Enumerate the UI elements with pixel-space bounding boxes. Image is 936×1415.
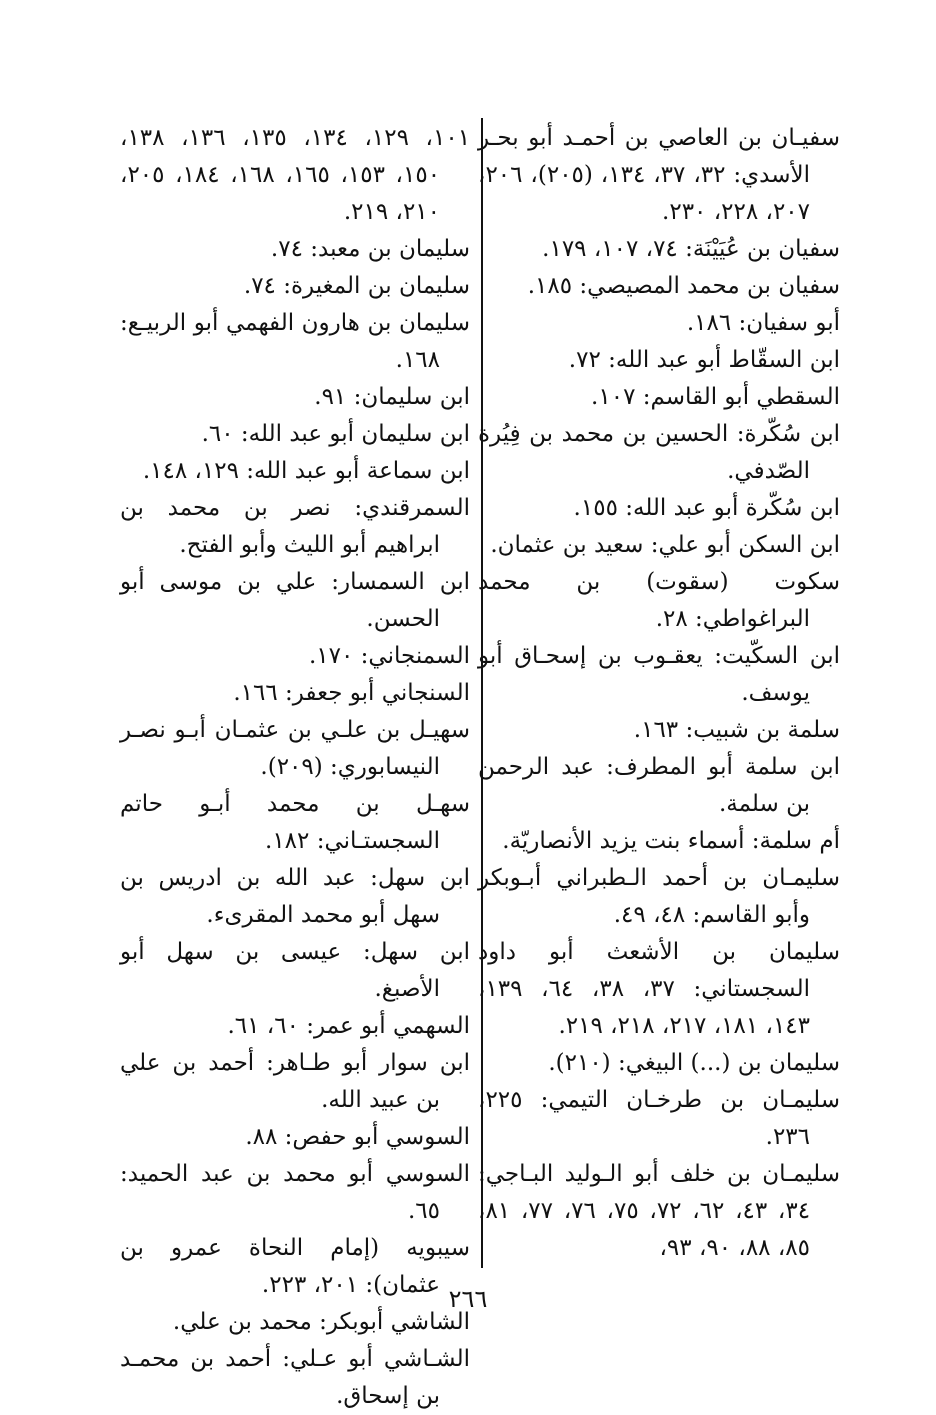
index-entry: سفيان بن محمد المصيصي: ١٨٥. bbox=[527, 273, 840, 299]
index-entry: سهـل بن محمد أبـو حاتم السجستـاني: ١٨٢. bbox=[120, 791, 470, 854]
index-entry: ابن السقّاط أبو عبد الله: ٧٢. bbox=[568, 347, 840, 373]
index-entry: سكوت (سقوت) بن محمد البراغواطي: ٢٨. bbox=[478, 569, 840, 632]
index-entry: ابن السكن أبو علي: سعيد بن عثمان. bbox=[490, 532, 840, 558]
index-entry: السقطي أبو القاسم: ١٠٧. bbox=[591, 384, 840, 410]
index-entry: سيبويه (إمام النحاة عمرو بن عثمان): ٢٠١، ٢٢٣. bbox=[120, 1235, 470, 1298]
index-entry: السوسي أبو محمد بن عبد الحميد: ٦٥. bbox=[120, 1161, 470, 1224]
index-entry: سلمة بن شبيب: ١٦٣. bbox=[633, 717, 840, 743]
index-entry: الشـاشي أبو عـلي: أحمد بن محمـد بن إسحاق. bbox=[120, 1346, 470, 1409]
index-entry: ابن سهل: عيسى بن سهل أبو الأصبغ. bbox=[120, 939, 470, 1002]
index-entry: ابن سُكّرة: الحسين بن محمد بن فِيُرة الصّدفي. bbox=[478, 421, 840, 484]
column-divider bbox=[481, 118, 483, 1268]
index-entry: سليمان بن الأشعث أبو داود السجستاني: ٣٧، ٣٨، ٦٤، ١٣٩، ١٤٣، ١٨١، ٢١٧، ٢١٨، ٢١٩. bbox=[478, 939, 840, 1039]
index-entry: سليمـان بن خلف أبو الـوليد البـاجي: ٣٤، ٤٣، ٦٢، ٧٢، ٧٥، ٧٦، ٧٧، ٨١، ٨٥، ٨٨، ٩٠، ٩٣، bbox=[478, 1161, 840, 1261]
index-entry: سليمان بن معبد: ٧٤. bbox=[270, 236, 470, 262]
index-entry: ابن سوار أبو طـاهر: أحمد بن علي بن عبيد الله. bbox=[120, 1050, 470, 1113]
index-entry: السوسي أبو حفص: ٨٨. bbox=[245, 1124, 470, 1150]
index-entry: ابن السكّيت: يعقـوب بن إسحـاق أبو يوسف. bbox=[478, 643, 840, 706]
index-entry: سليمـان بن طرخـان التيمي: ٢٢٥، ٢٣٦. bbox=[478, 1087, 840, 1150]
index-entry: ابن سهل: عبد الله بن ادريس بن سهل أبو محمد المقرىء. bbox=[120, 865, 470, 928]
index-entry: سفيـان بن العاصي بن أحمـد أبو بحـر الأسدي: ٣٢، ٣٧، ١٣٤، (٢٠٥)، ٢٠٦، ٢٠٧، ٢٢٨، ٢٣٠. bbox=[478, 125, 840, 225]
index-entry: أبو سفيان: ١٨٦. bbox=[686, 310, 840, 336]
index-entry: سفيان بن عُيَيْنَة: ٧٤، ١٠٧، ١٧٩. bbox=[542, 236, 840, 262]
index-entry: السنجاني أبو جعفر: ١٦٦. bbox=[233, 680, 470, 706]
index-entry: سليمان بن المغيرة: ٧٤. bbox=[243, 273, 470, 299]
index-entry: السهمي أبو عمر: ٦٠، ٦١. bbox=[227, 1013, 470, 1039]
right-column bbox=[478, 120, 840, 1267]
page-number: ٢٦٦ bbox=[448, 1285, 488, 1313]
index-entry: ابن سليمان أبو عبد الله: ٦٠. bbox=[201, 421, 470, 447]
index-entry: سليمان بن هارون الفهمي أبو الربيـع: ١٦٨. bbox=[120, 310, 470, 373]
index-entry: سهيـل بن علـي بن عثمـان أبـو نصـر النيسابوري: (٢٠٩). bbox=[120, 717, 470, 780]
index-entry: السمرقندي: نصر بن محمد بن ابراهيم أبو الليث وأبو الفتح. bbox=[120, 495, 470, 558]
index-entry: الشاشي أبوبكر: محمد بن علي. bbox=[172, 1309, 470, 1335]
index-entry: ابن السمسار: علي بن موسى أبو الحسن. bbox=[120, 569, 470, 632]
index-entry: ابن سلمة أبو المطرف: عبد الرحمن بن سلمة. bbox=[478, 754, 840, 817]
index-entry: السمنجاني: ١٧٠. bbox=[308, 643, 470, 669]
index-entry: سليمان بن (...) البيغي: (٢١٠). bbox=[548, 1050, 840, 1076]
index-entry: سليمـان بن أحمد الـطبراني أبـوبكر وأبو القاسم: ٤٨، ٤٩. bbox=[478, 865, 840, 928]
left-column bbox=[120, 120, 470, 1415]
index-entry: ابن سُكّرة أبو عبد الله: ١٥٥. bbox=[573, 495, 840, 521]
index-entry: أم سلمة: أسماء بنت يزيد الأنصاريّة. bbox=[502, 828, 840, 854]
index-entry: ابن سماعة أبو عبد الله: ١٢٩، ١٤٨. bbox=[142, 458, 470, 484]
index-entry: ١٠١، ١٢٩، ١٣٤، ١٣٥، ١٣٦، ١٣٨، ١٥٠، ١٥٣، ١٦٥، ١٦٨، ١٨٤، ٢٠٥، ٢١٠، ٢١٩. bbox=[120, 125, 471, 225]
index-entry: ابن سليمان: ٩١. bbox=[314, 384, 470, 410]
